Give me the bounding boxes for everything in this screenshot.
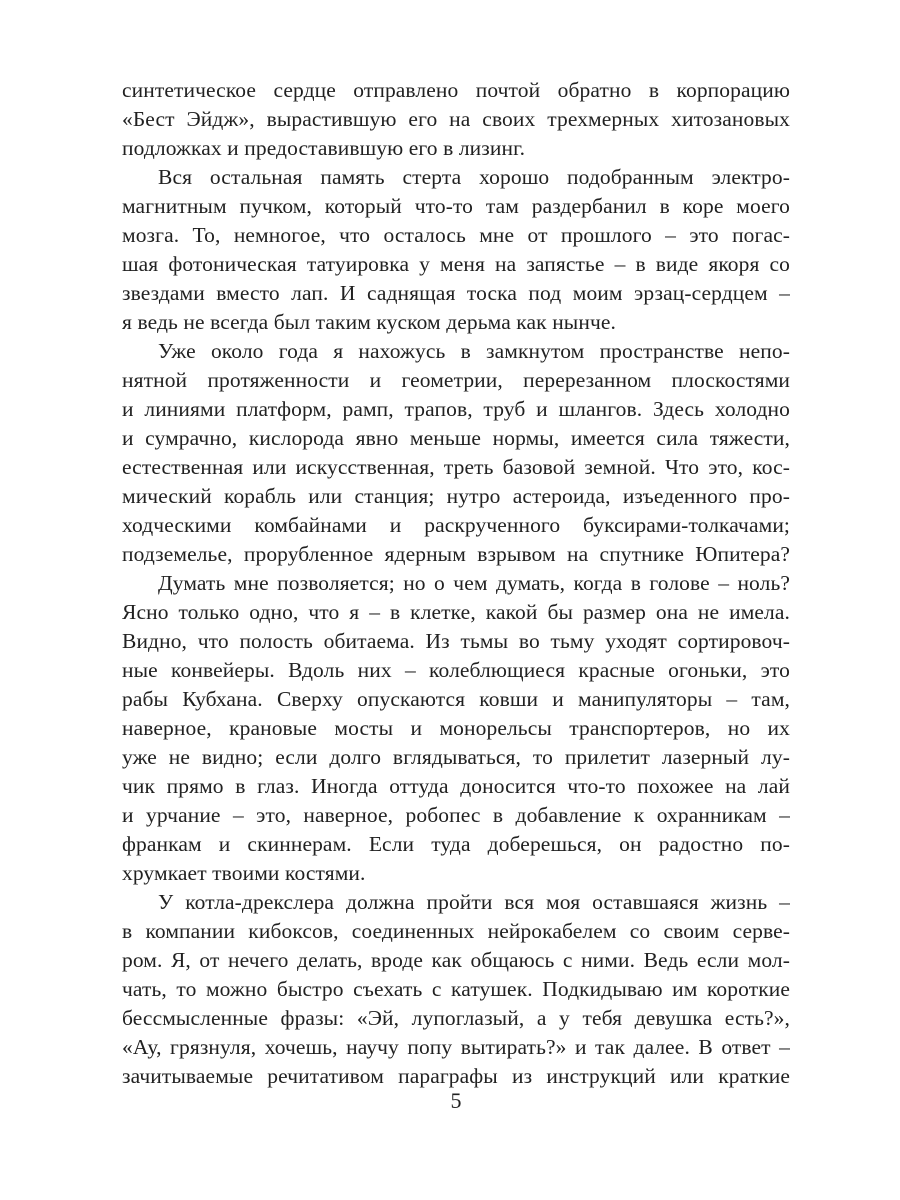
page-number: 5 — [450, 1088, 462, 1113]
text-line: У котла-дрекслера должна пройти вся моя оставшаяся жизнь – — [158, 890, 790, 914]
text-line: подложках и предоставившую его в лизинг. — [122, 136, 526, 160]
paragraph — [122, 337, 790, 569]
text-line: «Бест Эйдж», вырастившую его на своих трехмерных хитозановых — [122, 107, 790, 131]
text-line: мический корабль или станция; нутро астероида, изъеденного про- — [122, 484, 790, 508]
paragraph — [122, 76, 790, 163]
text-line: Уже около года я нахожусь в замкнутом пространстве непо- — [158, 339, 790, 363]
paragraph — [122, 569, 790, 888]
text-line: франкам и скиннерам. Если туда доберешься, он радостно по- — [122, 832, 790, 856]
text-line: нятной протяженности и геометрии, перерезанном плоскостями — [122, 368, 790, 392]
text-line: бессмысленные фразы: «Эй, лупоглазый, а у тебя девушка есть?», — [122, 1006, 790, 1030]
text-line: хрумкает твоими костями. — [122, 861, 366, 885]
text-line: Видно, что полость обитаема. Из тьмы во тьму уходят сортировоч- — [122, 629, 790, 653]
text-line: и линиями платформ, рамп, трапов, труб и шлангов. Здесь холодно — [122, 397, 790, 421]
paragraph — [122, 163, 790, 337]
text-line: синтетическое сердце отправлено почтой обратно в корпорацию — [122, 78, 790, 102]
text-line: ходческими комбайнами и раскрученного буксирами-толкачами; — [122, 513, 790, 537]
text-line: Ясно только одно, что я – в клетке, какой бы размер она не имела. — [122, 600, 790, 624]
text-line: чать, то можно быстро съехать с катушек. Подкидываю им короткие — [122, 977, 790, 1001]
text-column — [122, 76, 790, 1091]
text-line: чик прямо в глаз. Иногда оттуда доносится что-то похожее на лай — [122, 774, 790, 798]
text-line: «Ау, грязнуля, хочешь, научу попу вытирать?» и так далее. В ответ – — [122, 1035, 790, 1059]
text-line: ные конвейеры. Вдоль них – колеблющиеся красные огоньки, это — [122, 658, 790, 682]
text-line: я ведь не всегда был таким куском дерьма как нынче. — [122, 310, 616, 334]
text-line: магнитным пучком, который что-то там раздербанил в коре моего — [122, 194, 790, 218]
text-line: ром. Я, от нечего делать, вроде как общаюсь с ними. Ведь если мол- — [122, 948, 790, 972]
text-line: Вся остальная память стерта хорошо подобранным электро- — [158, 165, 790, 189]
text-line: естественная или искусственная, треть базовой земной. Что это, кос- — [122, 455, 790, 479]
text-line: подземелье, прорубленное ядерным взрывом на спутнике Юпитера? — [122, 542, 790, 566]
text-line: зачитываемые речитативом параграфы из инструкций или краткие — [122, 1064, 790, 1088]
text-line: наверное, крановые мосты и монорельсы транспортеров, но их — [122, 716, 790, 740]
text-line: мозга. То, немногое, что осталось мне от прошлого – это погас- — [122, 223, 790, 247]
text-line: и урчание – это, наверное, робопес в добавление к охранникам – — [122, 803, 790, 827]
text-line: рабы Кубхана. Сверху опускаются ковши и манипуляторы – там, — [122, 687, 790, 711]
text-line: и сумрачно, кислорода явно меньше нормы, имеется сила тяжести, — [122, 426, 790, 450]
text-line: уже не видно; если долго вглядываться, то прилетит лазерный лу- — [122, 745, 790, 769]
paragraph — [122, 888, 790, 1091]
text-line: в компании кибоксов, соединенных нейрокабелем со своим серве- — [122, 919, 790, 943]
text-line: шая фотоническая татуировка у меня на запястье – в виде якоря со — [122, 252, 790, 276]
text-line: Думать мне позволяется; но о чем думать, когда в голове – ноль? — [158, 571, 790, 595]
text-line: звездами вместо лап. И саднящая тоска под моим эрзац-сердцем – — [122, 281, 790, 305]
